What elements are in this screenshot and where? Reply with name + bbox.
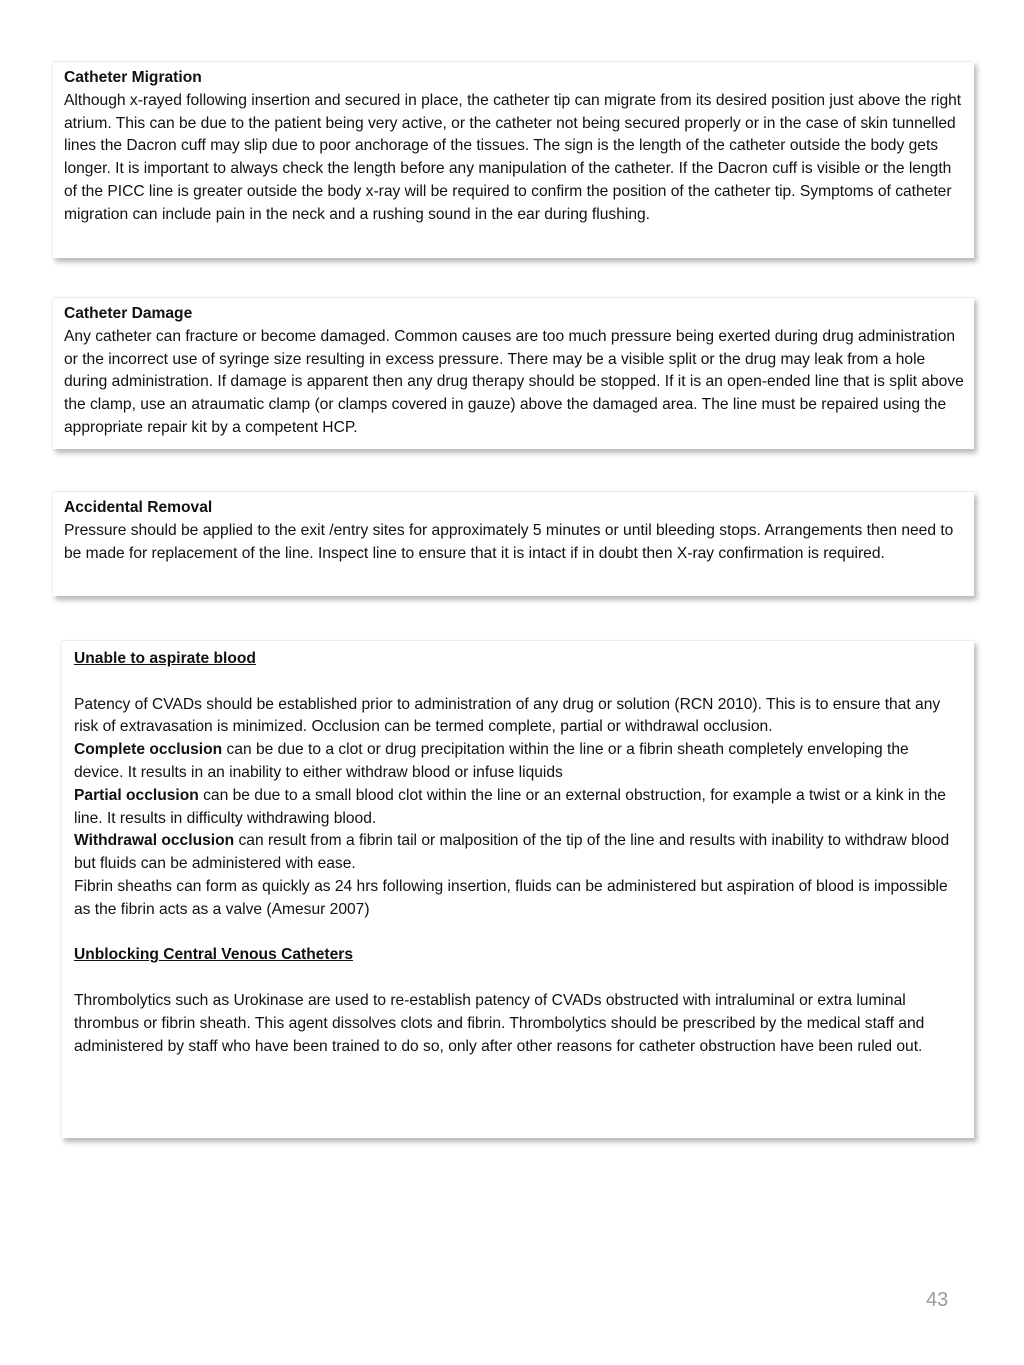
aspirate-box: [61, 640, 974, 1138]
catheter-damage-body: Any catheter can fracture or become damaged. Common causes are too much pressure being exerted during drug administration or the incorrect use of syringe size resulting in excess pressure. There may be a visible split or the drug may leak from a hole during administration. If damage is apparent then any drug therapy should be stopped. If it is an open-ended line that is split above the clamp, use an atraumatic clamp (or clamps covered in gauze) above the damaged area. The line must be repaired using the appropriate repair kit by a competent HCP.: [64, 327, 964, 436]
spacer: [74, 922, 962, 945]
aspirate-intro: Patency of CVADs should be established prior to administration of any drug or solution (RCN 2010). This is to ensure that any risk of extravasation is minimized. Occlusion can be termed complete, partial or withdrawal occlusion.: [74, 695, 941, 736]
partial-occlusion-paragraph: [74, 785, 962, 831]
page-number: 43: [926, 1289, 949, 1311]
unblocking-body: Thrombolytics such as Urokinase are used to re-establish patency of CVADs obstructed with intraluminal or extra luminal thrombus or fibrin sheath. This agent dissolves clots and fibrin. Thrombolytics should be prescribed by the medical staff and administered by staff who have been trained to do so, only after other reasons for catheter obstruction have been ruled out.: [74, 991, 925, 1055]
withdrawal-occlusion-term: Withdrawal occlusion: [74, 832, 235, 850]
catheter-damage-title: Catheter Damage: [64, 305, 193, 322]
complete-occlusion-term: Complete occlusion: [74, 741, 223, 759]
unblocking-title: Unblocking Central Venous Catheters: [74, 946, 354, 964]
spacer: [74, 671, 962, 694]
catheter-migration-box: [52, 61, 974, 258]
aspirate-title: Unable to aspirate blood: [74, 650, 256, 667]
withdrawal-occlusion-paragraph: [74, 830, 962, 876]
accidental-removal-title: Accidental Removal: [64, 499, 213, 516]
accidental-removal-body: Pressure should be applied to the exit /entry sites for approximately 5 minutes or until bleeding stops. Arrangements then need to be made for replacement of the line. Inspect line to ensure that it is intact if in doubt then X-ray confirmation is required.: [64, 521, 954, 562]
catheter-migration-title: Catheter Migration: [64, 69, 202, 86]
spacer: [74, 967, 962, 990]
catheter-migration-body: Although x-rayed following insertion and secured in place, the catheter tip can migrate from its desired position just above the right atrium. This can be due to the patient being very active, or the catheter not being secured properly or in the case of skin tunnelled lines the Dacron cuff may slip due to poor anchorage of the tissues. The sign is the length of the catheter outside the body gets longer. It is important to always check the length before any manipulation of the catheter. If the Dacron cuff is visible or the length of the PICC line is greater outside the body x-ray will be required to confirm the position of the catheter tip. Symptoms of catheter migration can include pain in the neck and a rushing sound in the ear during flushing.: [64, 91, 962, 223]
partial-occlusion-text: can be due to a small blood clot within the line or an external obstruction, for example a twist or a kink in the line. It results in difficulty withdrawing blood.: [74, 786, 946, 827]
fibrin-sheath-text: Fibrin sheaths can form as quickly as 24 hrs following insertion, fluids can be administered but aspiration of blood is impossible as the fibrin acts as a valve (Amesur 2007): [74, 877, 948, 918]
complete-occlusion-paragraph: [74, 739, 962, 785]
accidental-removal-box: [52, 491, 974, 596]
partial-occlusion-term: Partial occlusion: [74, 786, 199, 804]
withdrawal-occlusion-text: can result from a fibrin tail or malposition of the tip of the line and results with inability to withdraw blood but fluids can be administered with ease.: [74, 832, 950, 873]
complete-occlusion-text: can be due to a clot or drug precipitation within the line or a fibrin sheath completely enveloping the device. It results in an inability to either withdraw blood or infuse liquids: [74, 741, 909, 781]
catheter-damage-box: [52, 297, 974, 449]
